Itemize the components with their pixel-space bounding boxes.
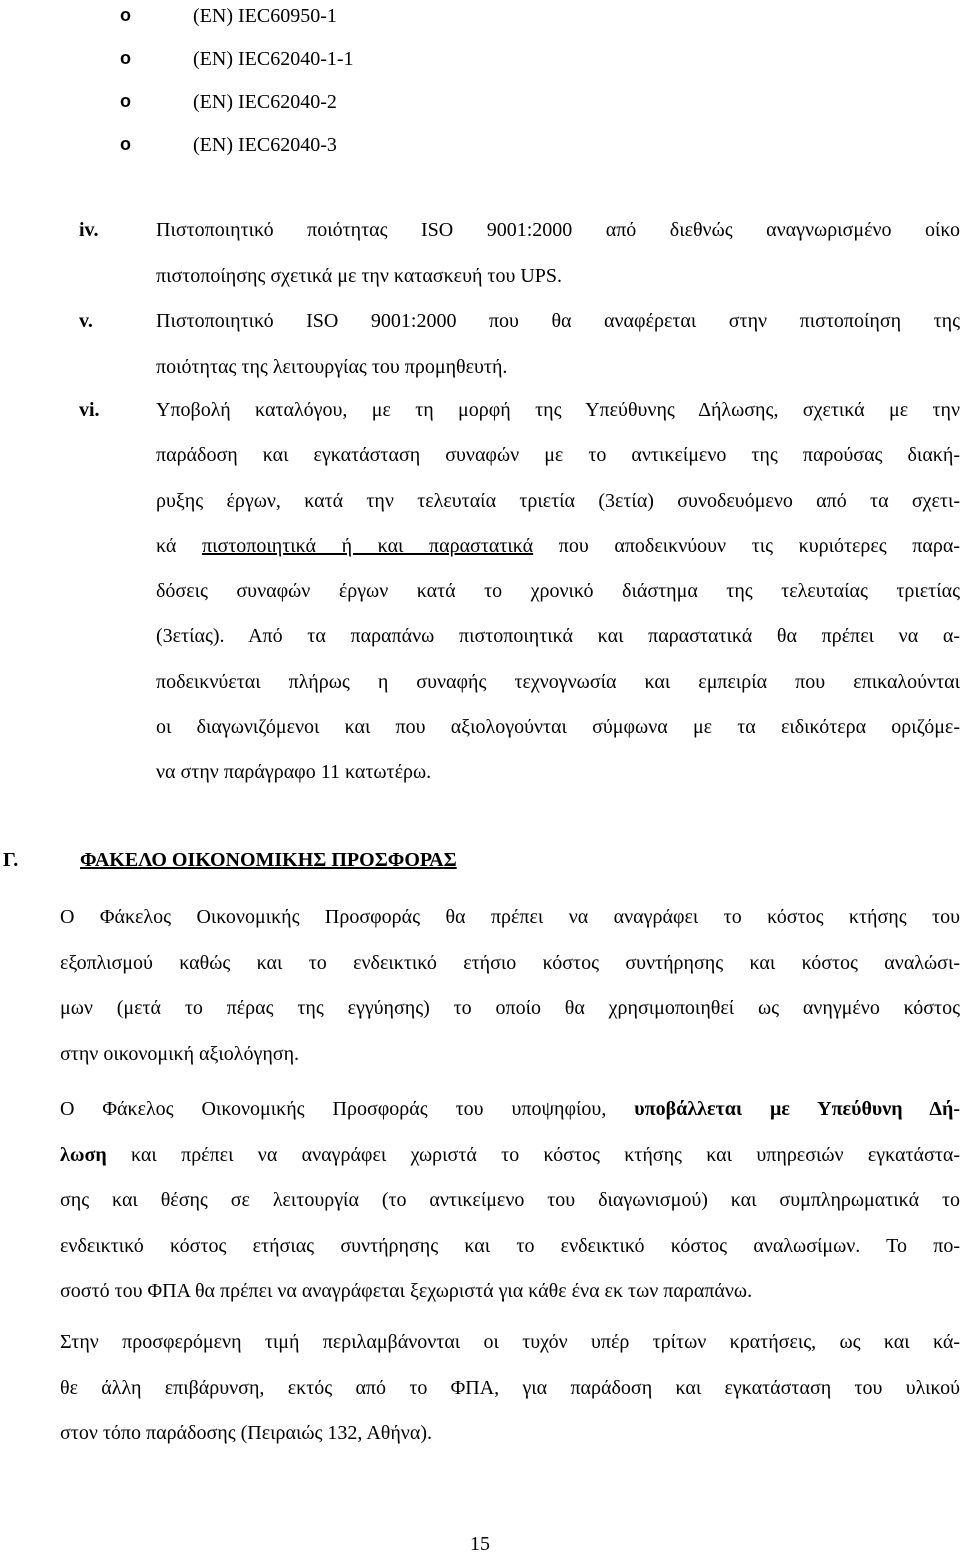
paragraph-price-inclusions xyxy=(60,1328,960,1465)
text-line: (3ετίας). Από τα παραπάνω πιστοποιητικά και παραστατικά θα πρέπει να α- xyxy=(156,625,960,648)
paragraph-solemn-declaration xyxy=(60,1095,960,1323)
bold-text: λωση xyxy=(60,1143,107,1166)
text-line: στον τόπο παράδοσης (Πειραιώς 132, Αθήνα). xyxy=(60,1422,432,1444)
item-text xyxy=(156,216,960,308)
text-line: παράδοση και εγκατάσταση συναφών με το αντικείμενο της παρούσας διακή- xyxy=(156,444,960,467)
page-number: 15 xyxy=(470,1533,490,1555)
text-line: σης και θέσης σε λειτουργία (το αντικείμενο του διαγωνισμού) και συμπληρωματικά το xyxy=(60,1189,960,1211)
text-line: Πιστοποιητικό ISO 9001:2000 που θα αναφέρεται στην πιστοποίηση της xyxy=(156,310,960,332)
text-line: ενδεικτικό κόστος ετήσιας συντήρησης και το ενδεικτικό κόστος αναλωσίμων. Το πο- xyxy=(60,1234,960,1257)
text-fragment: κά xyxy=(156,534,202,557)
text-fragment: και πρέπει να αναγράφει χωριστά το κόστος κτήσης και υπηρεσιών εγκατάστα- xyxy=(106,1143,960,1166)
bullet-circle-icon: o xyxy=(120,134,131,154)
text-line xyxy=(156,532,960,577)
text-line: ποιότητας της λειτουργίας του προμηθευτή. xyxy=(156,356,508,378)
item-text xyxy=(156,396,960,804)
text-line: δόσεις συναφών έργων κατά το χρονικό διάστημα της τελευταίας τριετίας xyxy=(156,580,960,603)
text-line: να στην παράγραφο 11 κατωτέρω. xyxy=(156,761,432,784)
list-item-text: (EN) IEC62040-3 xyxy=(193,134,337,156)
text-fragment: που αποδεικνύουν τις κυριότερες παρα- xyxy=(533,534,960,557)
bullet-circle-icon: o xyxy=(120,5,131,25)
text-line: θε άλλη επιβάρυνση, εκτός από το ΦΠΑ, για παράδοση και εγκατάσταση του υλικού xyxy=(60,1376,960,1399)
bullet-circle-icon: o xyxy=(120,91,131,111)
text-line: Πιστοποιητικό ποιότητας ISO 9001:2000 από διεθνώς αναγνωρισμένο οίκο xyxy=(156,219,960,241)
text-line: στην οικονομική αξιολόγηση. xyxy=(60,1042,300,1065)
text-line: οι διαγωνιζόμενοι και που αξιολογούνται σύμφωνα με τα ειδικότερα οριζόμε- xyxy=(156,716,960,739)
bold-text: υποβάλλεται με Υπεύθυνη Δή- xyxy=(634,1098,960,1120)
text-line: σοστό του ΦΠΑ θα πρέπει να αναγράφεται ξεχωριστά για κάθε ένα εκ των παραπάνω. xyxy=(60,1280,753,1302)
text-line xyxy=(60,1095,960,1141)
list-item-text: (EN) IEC62040-2 xyxy=(193,91,337,113)
text-fragment: Ο Φάκελος Οικονομικής Προσφοράς του υποψηφίου, xyxy=(60,1098,635,1120)
text-line: Ο Φάκελος Οικονομικής Προσφοράς θα πρέπει να αναγράφει το κόστος κτήσης του xyxy=(60,906,960,928)
section-letter: Γ. xyxy=(3,849,19,871)
item-number: vi. xyxy=(79,399,100,421)
item-text xyxy=(156,307,960,399)
text-line: εξοπλισμού καθώς και το ενδεικτικό ετήσιο κόστος συντήρησης και κόστος αναλώσι- xyxy=(60,951,960,974)
text-line: Υποβολή καταλόγου, με τη μορφή της Υπεύθυνης Δήλωσης, σχετικά με την xyxy=(156,399,960,421)
bullet-circle-icon: o xyxy=(120,48,131,68)
paragraph-financial-envelope xyxy=(60,903,960,1085)
section-title: ΦΑΚΕΛΟ ΟΙΚΟΝΟΜΙΚΗΣ ΠΡΟΣΦΟΡΑΣ xyxy=(80,849,457,871)
text-line: ρυξης έργων, κατά την τελευταία τριετία (3ετία) συνοδευόμενο από τα σχετι- xyxy=(156,489,960,512)
item-number: iv. xyxy=(79,219,99,241)
text-line: Στην προσφερόμενη τιμή περιλαμβάνονται οι τυχόν υπέρ τρίτων κρατήσεις, ως και κά- xyxy=(60,1331,960,1353)
text-line xyxy=(60,1141,960,1187)
underlined-text: πιστοποιητικά ή και παραστατικά xyxy=(201,534,534,557)
text-line: ποδεικνύεται πλήρως η συναφής τεχνογνωσία και εμπειρία που επικαλούνται xyxy=(156,670,960,693)
list-item-text: (EN) IEC60950-1 xyxy=(193,5,337,27)
list-item-text: (EN) IEC62040-1-1 xyxy=(193,48,354,70)
text-line: μων (μετά το πέρας της εγγύησης) το οποίο θα χρησιμοποιηθεί ως ανηγμένο κόστος xyxy=(60,997,960,1019)
text-line: πιστοποίησης σχετικά με την κατασκευή του UPS. xyxy=(156,265,563,287)
item-number: v. xyxy=(79,310,93,332)
